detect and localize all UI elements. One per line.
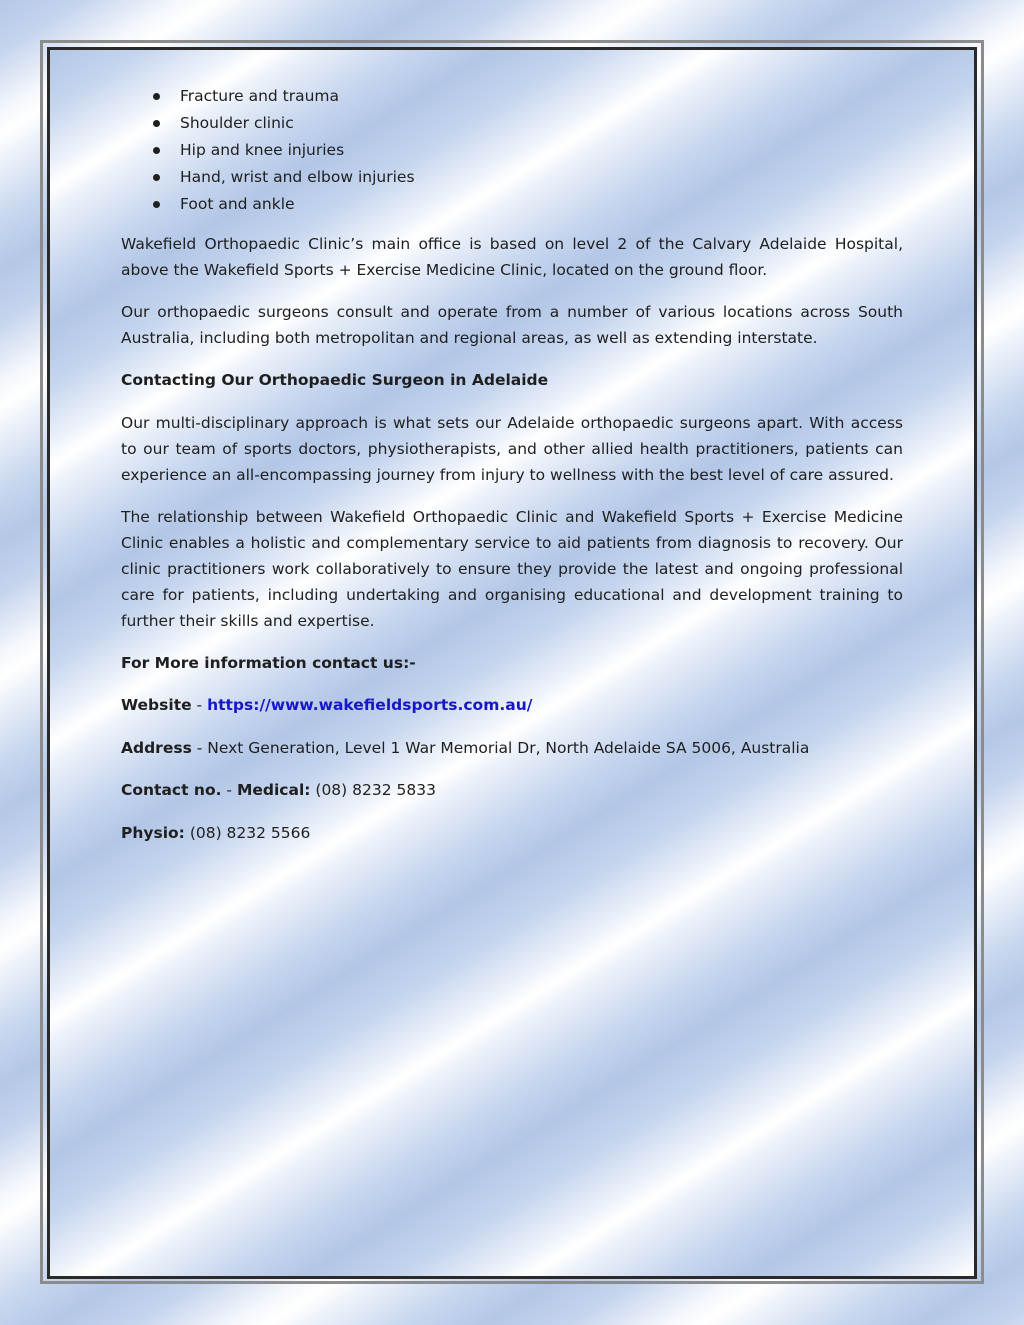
- paragraph-approach: Our multi-disciplinary approach is what sets our Adelaide orthopaedic surgeons apart. With access to our team of sports doctors, physiotherapists, and other allied health practitioners, patients can experience an all-encompassing journey from injury to wellness with the best level of care assured.: [121, 413, 903, 484]
- address-label: Address: [121, 738, 192, 757]
- paragraph-main-office: Wakefield Orthopaedic Clinic’s main office is based on level 2 of the Calvary Adelaide Hospital, above the Wakefield Sports + Exercise Medicine Clinic, located on the ground floor.: [121, 235, 903, 279]
- bullet-icon: [153, 201, 160, 208]
- document-body: [121, 83, 903, 862]
- website-label: Website: [121, 696, 192, 714]
- address-separator: -: [191, 738, 208, 757]
- services-list: [121, 83, 903, 218]
- list-item: Fracture and trauma: [121, 83, 903, 110]
- physio-line: [121, 820, 903, 846]
- physio-label: Physio:: [121, 823, 185, 842]
- address-value: Next Generation, Level 1 War Memorial Dr, North Adelaide SA 5006, Australia: [207, 738, 810, 757]
- address-line: [121, 735, 903, 761]
- website-link[interactable]: https://www.wakefieldsports.com.au/: [207, 696, 533, 714]
- bullet-icon: [153, 174, 160, 181]
- list-item: Shoulder clinic: [121, 110, 903, 137]
- physio-phone: (08) 8232 5566: [184, 823, 311, 842]
- medical-phone: (08) 8232 5833: [310, 781, 436, 799]
- list-item: Foot and ankle: [121, 191, 903, 218]
- contact-separator: -: [221, 781, 237, 799]
- bullet-icon: [153, 93, 160, 100]
- medical-label: Medical:: [236, 781, 311, 799]
- section-heading: Contacting Our Orthopaedic Surgeon in Adelaide: [121, 371, 549, 389]
- contact-line: [121, 777, 903, 803]
- paragraph-relationship: The relationship between Wakefield Orthopaedic Clinic and Wakefield Sports + Exercise Medicine Clinic enables a holistic and complementary service to aid patients from diagnosis to recovery. Our clinic practitioners work collaboratively to ensure they provide the latest and ongoing professional care for patients, including undertaking and organising educational and development training to further their skills and expertise.: [121, 507, 903, 630]
- bullet-icon: [153, 147, 160, 154]
- contact-intro: For More information contact us:-: [121, 653, 416, 672]
- paragraph-locations: Our orthopaedic surgeons consult and operate from a number of various locations across South Australia, including both metropolitan and regional areas, as well as extending interstate.: [121, 303, 903, 347]
- bullet-icon: [153, 120, 160, 127]
- contact-label: Contact no.: [121, 781, 222, 799]
- website-separator: -: [191, 696, 208, 714]
- list-item: Hip and knee injuries: [121, 137, 903, 164]
- website-line: [121, 692, 903, 718]
- list-item: Hand, wrist and elbow injuries: [121, 164, 903, 191]
